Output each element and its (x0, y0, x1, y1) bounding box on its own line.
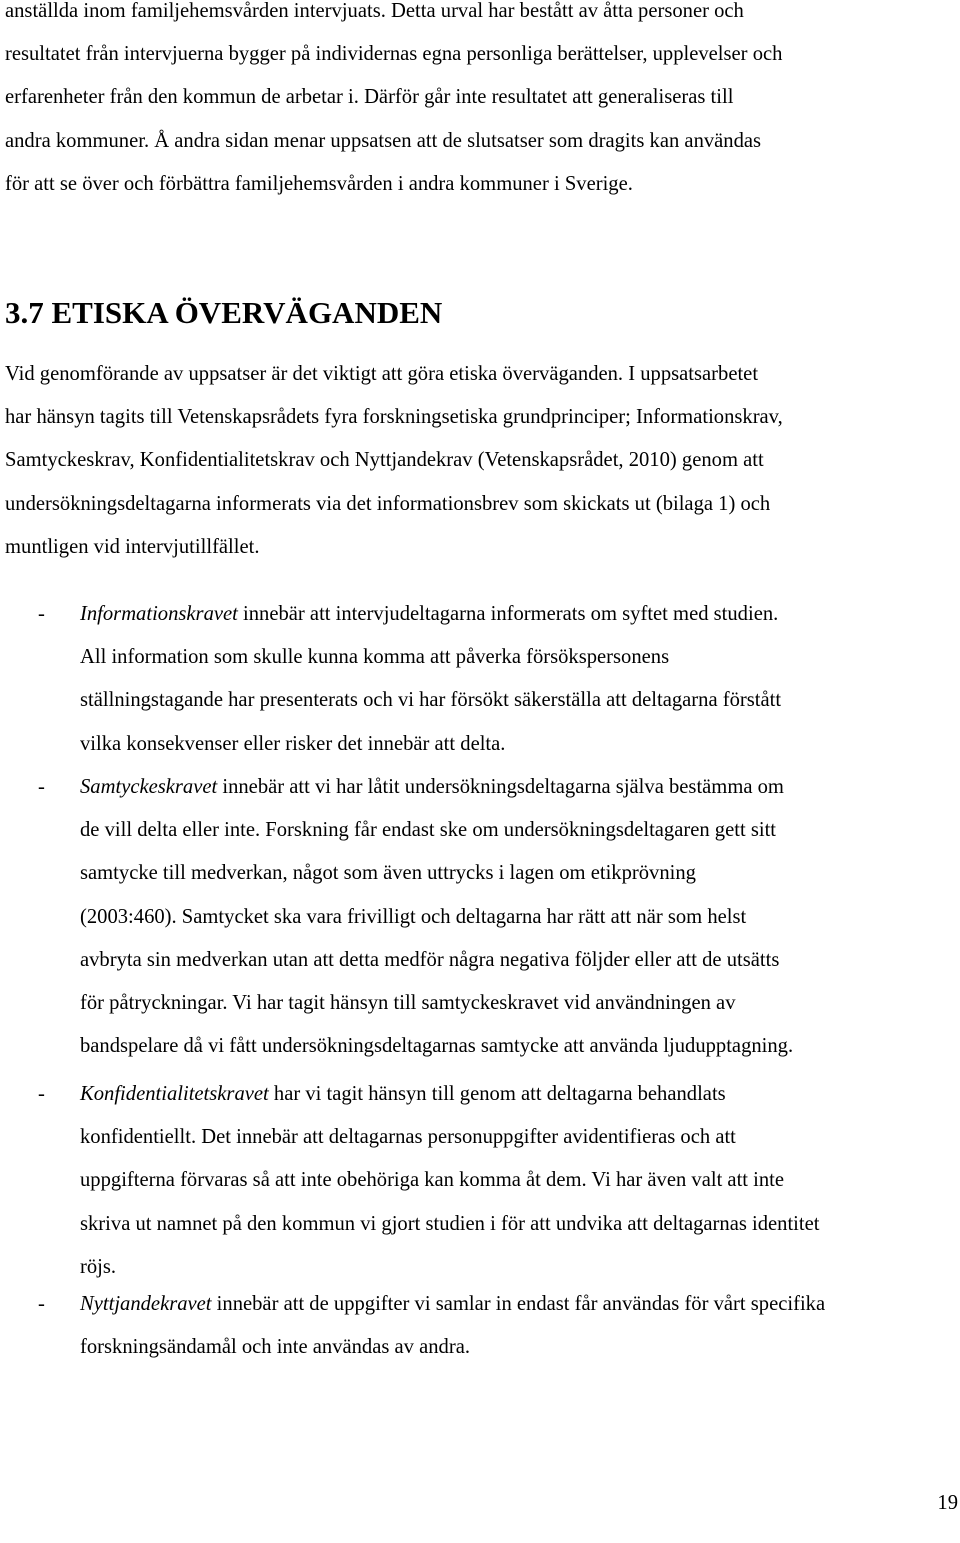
paragraph-line: andra kommuner. Å andra sidan menar uppsatsen att de slutsatser som dragits kan användas (5, 129, 762, 152)
list-dash: - (38, 1083, 45, 1105)
list-item-line: ställningstagande har presenterats och vi har försökt säkerställa att deltagarna förstått (80, 689, 782, 712)
page-number: 19 (937, 1492, 958, 1514)
list-item-line: för påtryckningar. Vi har tagit hänsyn till samtyckeskravet vid användningen av (80, 991, 736, 1014)
list-item-first-line (80, 593, 781, 636)
list-item-line: konfidentiellt. Det innebär att deltagarnas personuppgifter avidentifieras och att (80, 1126, 736, 1149)
list-item-line: samtycke till medverkan, något som även uttrycks i lagen om etikprövning (80, 862, 696, 885)
list-item-line: de vill delta eller inte. Forskning får endast ske om undersökningsdeltagaren gett sitt (80, 819, 777, 842)
paragraph-line: muntligen vid intervjutillfället. (5, 535, 260, 558)
list-dash: - (38, 603, 45, 625)
list-item-body (80, 766, 793, 1068)
list-item-line: forskningsändamål och inte användas av andra. (80, 1336, 471, 1359)
list-item-first-line (80, 1283, 825, 1326)
requirement-term: Samtyckeskravet (80, 776, 218, 798)
list-item-line: skriva ut namnet på den kommun vi gjort studien i för att undvika att deltagarnas identitet (80, 1212, 820, 1235)
list-item-line: uppgifterna förvaras så att inte obehöriga kan komma åt dem. Vi har även valt att inte (80, 1169, 785, 1192)
list-item-first-line (80, 766, 793, 809)
requirement-term: Nyttjandekravet (80, 1293, 212, 1315)
intro-paragraph (5, 0, 960, 206)
requirement-text: har vi tagit hänsyn till genom att deltagarna behandlats (268, 1083, 726, 1105)
paragraph-line: erfarenheter från den kommun de arbetar i. Därför går inte resultatet att generaliseras till (5, 86, 734, 109)
list-item-line: bandspelare då vi fått undersökningsdeltagarnas samtycke att använda ljudupptagning. (80, 1035, 794, 1058)
list-item-line: All information som skulle kunna komma att påverka försökspersonens (80, 646, 670, 669)
list-item-body (80, 593, 781, 766)
list-item-line: avbryta sin medverkan utan att detta medför några negativa följder eller att de utsätts (80, 948, 780, 971)
list-item-line: röjs. (80, 1255, 117, 1278)
requirement-term: Konfidentialitetskravet (80, 1083, 269, 1105)
paragraph-line: anställda inom familjehemsvården intervjuats. Detta urval har bestått av åtta personer och (5, 0, 744, 22)
requirement-text: innebär att vi har låtit undersökningsdeltagarna själva bestämma om (217, 776, 784, 798)
ethics-paragraph (5, 353, 960, 569)
list-dash: - (38, 776, 45, 798)
list-item-first-line (80, 1073, 820, 1116)
paragraph-line: har hänsyn tagits till Vetenskapsrådets fyra forskningsetiska grundprinciper; Informationskrav, (5, 406, 783, 429)
paragraph-line: för att se över och förbättra familjehemsvården i andra kommuner i Sverige. (5, 172, 633, 195)
list-item-body (80, 1073, 820, 1289)
section-heading: 3.7 ETISKA ÖVERVÄGANDEN (5, 295, 443, 330)
paragraph-line: undersökningsdeltagarna informerats via det informationsbrev som skickats ut (bilaga 1) och (5, 492, 771, 515)
paragraph-line: Samtyckeskrav, Konfidentialitetskrav och Nyttjandekrav (Vetenskapsrådet, 2010) genom att (5, 449, 764, 472)
requirement-text: innebär att intervjudeltagarna informerats om syftet med studien. (237, 603, 779, 625)
requirement-text: innebär att de uppgifter vi samlar in endast får användas för vårt specifika (211, 1293, 826, 1315)
requirement-term: Informationskravet (80, 603, 238, 625)
list-dash: - (38, 1293, 45, 1315)
list-item-line: (2003:460). Samtycket ska vara frivilligt och deltagarna har rätt att när som helst (80, 905, 747, 928)
paragraph-line: Vid genomförande av uppsatser är det viktigt att göra etiska överväganden. I uppsatsarbetet (5, 363, 759, 385)
list-item-body (80, 1283, 825, 1369)
list-item-line: vilka konsekvenser eller risker det innebär att delta. (80, 732, 506, 755)
paragraph-line: resultatet från intervjuerna bygger på individernas egna personliga berättelser, upplevelser och (5, 43, 783, 66)
